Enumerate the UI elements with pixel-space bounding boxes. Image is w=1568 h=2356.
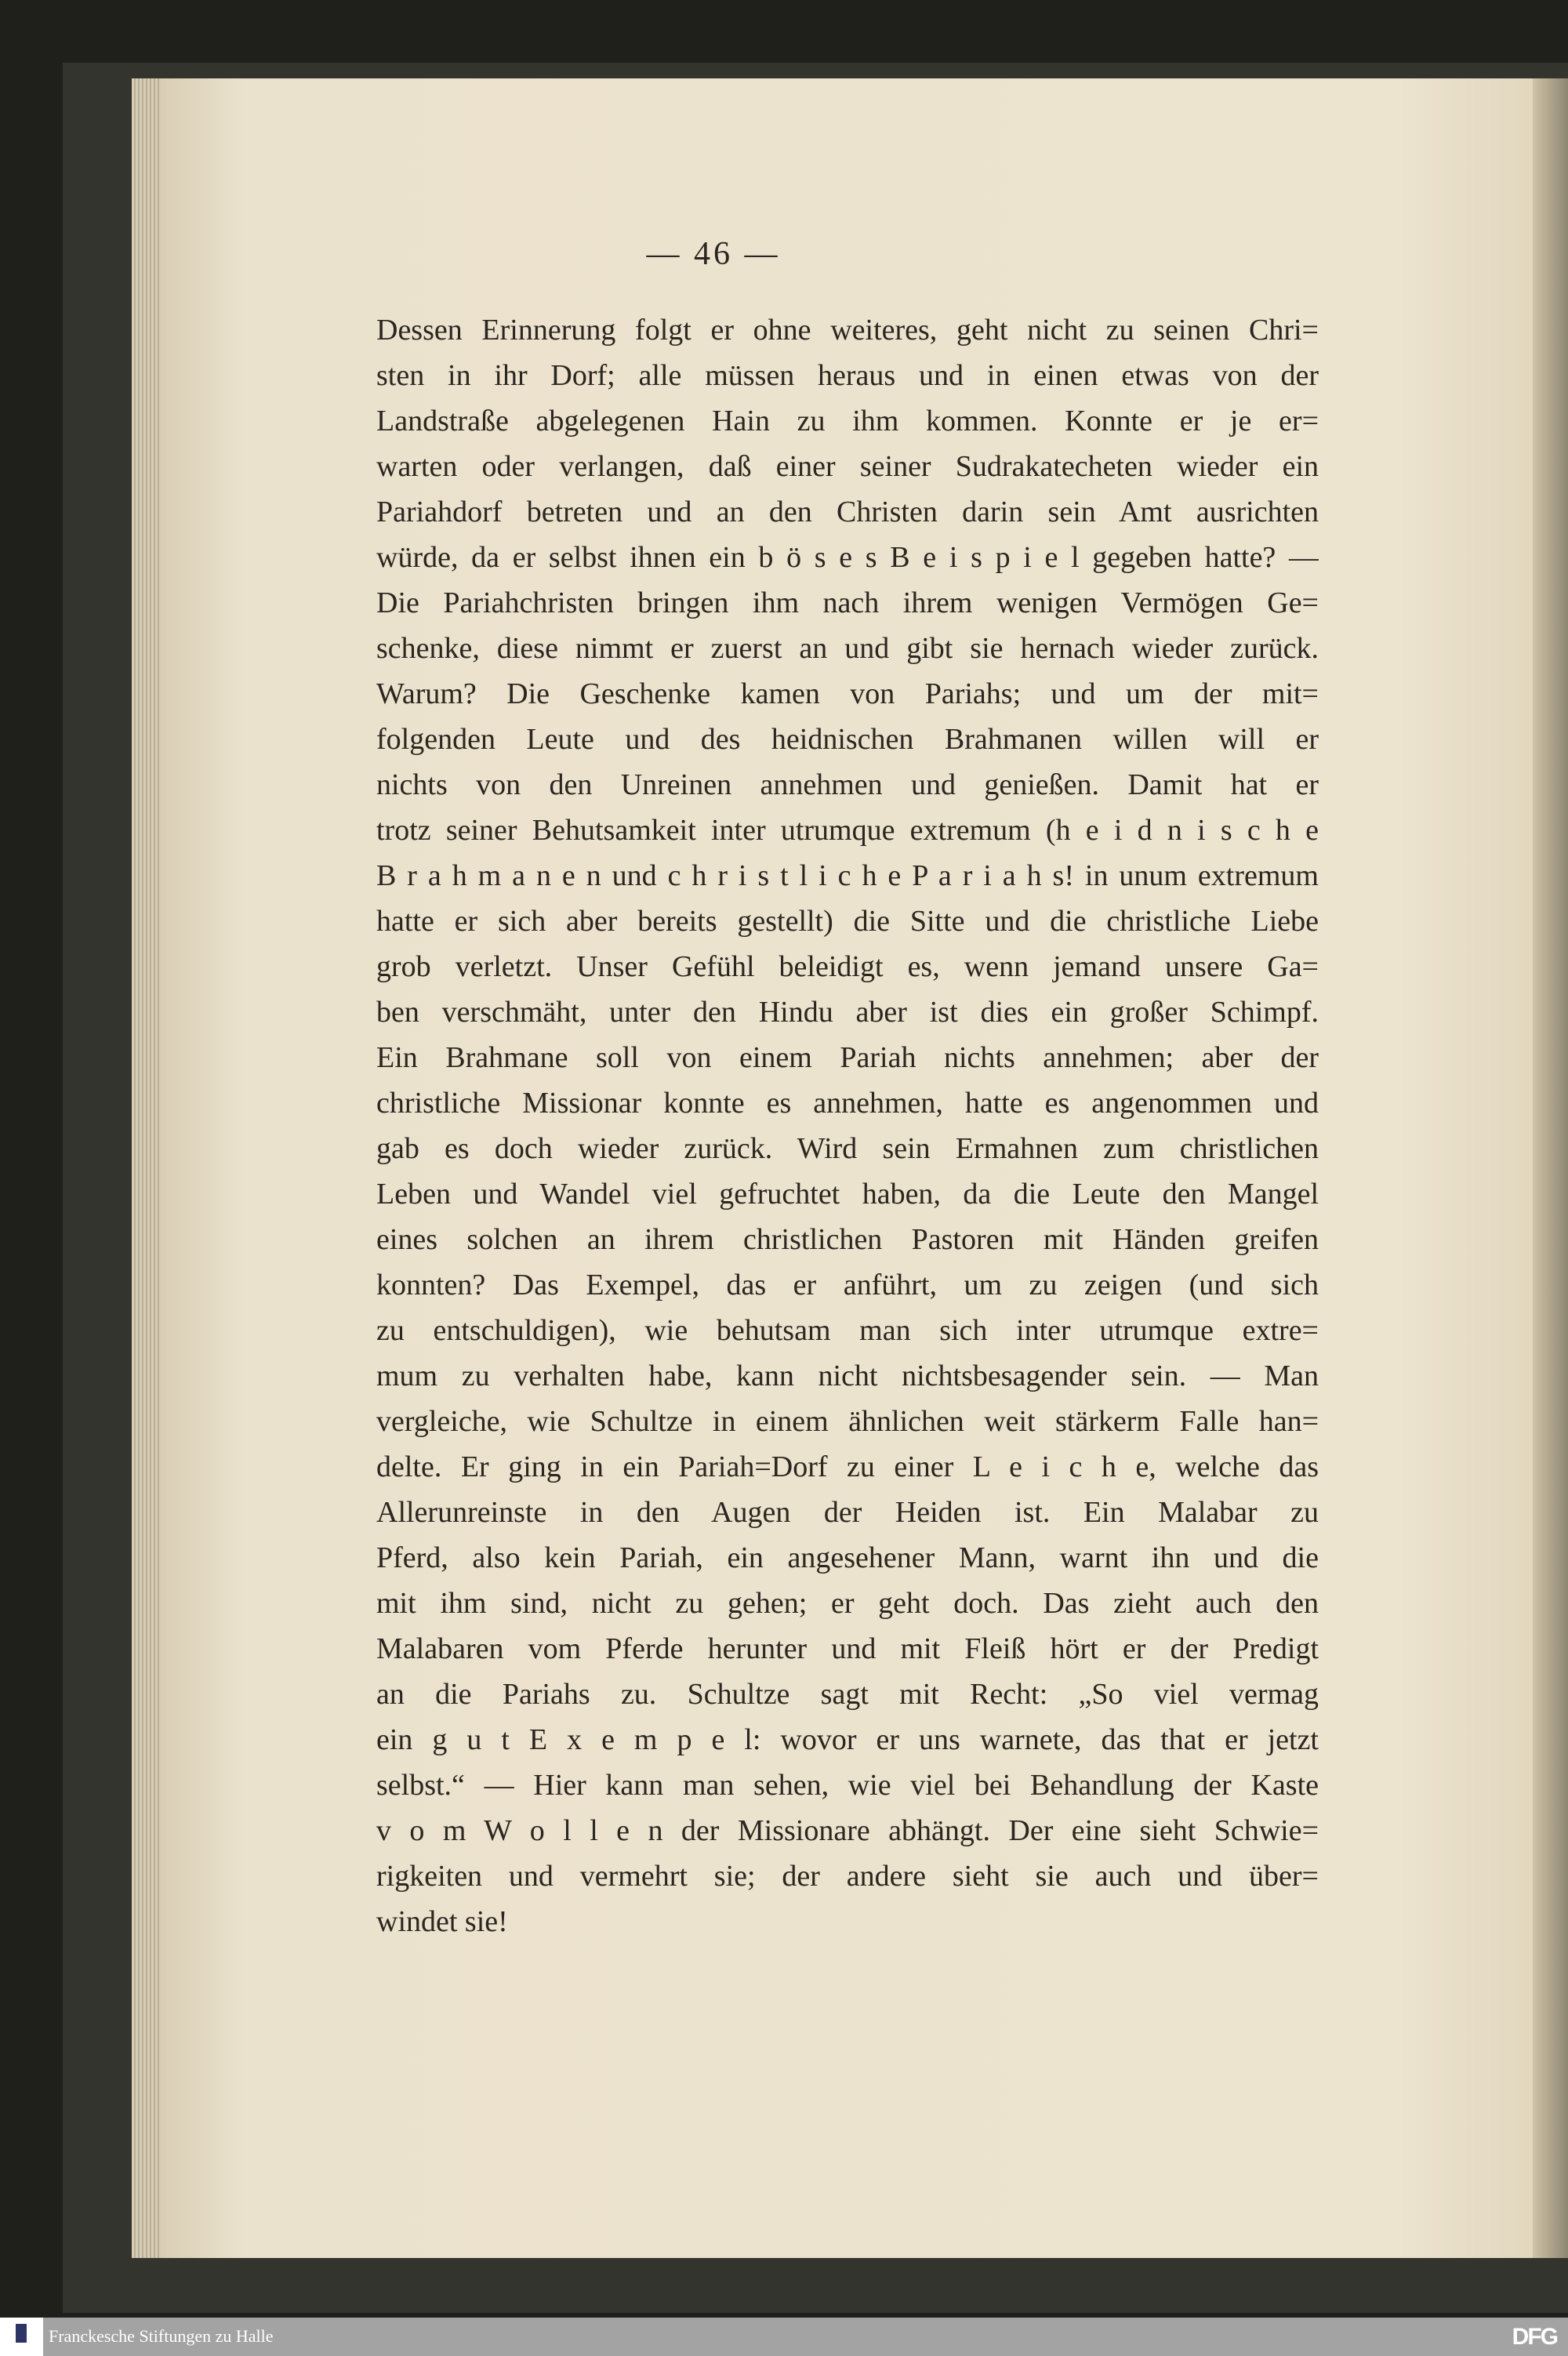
text-line: v o m W o l l e n der Missionare abhängt. Der eine sieht Schwie= <box>376 1814 1319 1847</box>
body-text <box>376 307 1319 1944</box>
text-line: Warum? Die Geschenke kamen von Pariahs; und um der mit= <box>376 677 1319 710</box>
text-line: sten in ihr Dorf; alle müssen heraus und in einen etwas von der <box>376 359 1319 392</box>
text-line: vergleiche, wie Schultze in einem ähnlichen weit stärkerm Falle han= <box>376 1405 1319 1438</box>
text-line: warten oder verlangen, daß einer seiner Sudrakatecheten wieder ein <box>376 450 1319 483</box>
page-right-edge <box>1533 78 1568 2258</box>
text-line: rigkeiten und vermehrt sie; der andere sieht sie auch und über= <box>376 1860 1319 1893</box>
text-line: Ein Brahmane soll von einem Pariah nichts annehmen; aber der <box>376 1041 1319 1074</box>
text-line: Pariahdorf betreten und an den Christen darin sein Amt ausrichten <box>376 496 1319 528</box>
text-line: Landstraße abgelegenen Hain zu ihm kommen. Konnte er je er= <box>376 405 1319 437</box>
footer-bar <box>0 2318 1568 2356</box>
text-line: Die Pariahchristen bringen ihm nach ihrem wenigen Vermögen Ge= <box>376 586 1319 619</box>
text-line: trotz seiner Behutsamkeit inter utrumque extremum (h e i d n i s c h e <box>376 814 1319 847</box>
text-line: zu entschuldigen), wie behutsam man sich inter utrumque extre= <box>376 1314 1319 1347</box>
text-line: Dessen Erinnerung folgt er ohne weiteres, geht nicht zu seinen Chri= <box>376 314 1319 347</box>
text-line: Allerunreinste in den Augen der Heiden ist. Ein Malabar zu <box>376 1496 1319 1529</box>
page-number: — 46 — <box>646 236 781 272</box>
text-line: B r a h m a n e n und c h r i s t l i c h e P a r i a h s! in unum extremum <box>376 859 1319 892</box>
text-line: gab es doch wieder zurück. Wird sein Ermahnen zum christlichen <box>376 1132 1319 1165</box>
institution-logo[interactable] <box>0 2318 43 2356</box>
text-line: würde, da er selbst ihnen ein b ö s e s B e i s p i e l gegeben hatte? — <box>376 541 1319 574</box>
text-line: folgenden Leute und des heidnischen Brahmanen willen will er <box>376 723 1319 756</box>
text-line: an die Pariahs zu. Schultze sagt mit Recht: „So viel vermag <box>376 1678 1319 1711</box>
text-line: mum zu verhalten habe, kann nicht nichtsbesagender sein. — Man <box>376 1360 1319 1392</box>
dfg-logo[interactable]: DFG <box>1512 2324 1557 2350</box>
page-edges <box>132 78 163 2258</box>
text-line: ein g u t E x e m p e l: wovor er uns warnete, das that er jetzt <box>376 1723 1319 1756</box>
text-line: christliche Missionar konnte es annehmen, hatte es angenommen und <box>376 1087 1319 1120</box>
text-line: Malabaren vom Pferde herunter und mit Fleiß hört er der Predigt <box>376 1632 1319 1665</box>
text-line: grob verletzt. Unser Gefühl beleidigt es, wenn jemand unsere Ga= <box>376 950 1319 983</box>
text-line: windet sie! <box>376 1905 508 1938</box>
text-line: delte. Er ging in ein Pariah=Dorf zu einer L e i c h e, welche das <box>376 1450 1319 1483</box>
text-line: Pferd, also kein Pariah, ein angesehener Mann, warnt ihn und die <box>376 1541 1319 1574</box>
text-line: mit ihm sind, nicht zu gehen; er geht doch. Das zieht auch den <box>376 1587 1319 1620</box>
logo-icon <box>16 2324 27 2343</box>
institution-name: Franckesche Stiftungen zu Halle <box>49 2326 274 2346</box>
text-line: hatte er sich aber bereits gestellt) die Sitte und die christliche Liebe <box>376 905 1319 938</box>
text-line: nichts von den Unreinen annehmen und genießen. Damit hat er <box>376 768 1319 801</box>
text-line: ben verschmäht, unter den Hindu aber ist dies ein großer Schimpf. <box>376 996 1319 1029</box>
text-line: schenke, diese nimmt er zuerst an und gibt sie hernach wieder zurück. <box>376 632 1319 665</box>
text-line: selbst.“ — Hier kann man sehen, wie viel bei Behandlung der Kaste <box>376 1769 1319 1802</box>
text-line: konnten? Das Exempel, das er anführt, um zu zeigen (und sich <box>376 1269 1319 1301</box>
text-line: Leben und Wandel viel gefruchtet haben, da die Leute den Mangel <box>376 1178 1319 1211</box>
text-line: eines solchen an ihrem christlichen Pastoren mit Händen greifen <box>376 1223 1319 1256</box>
